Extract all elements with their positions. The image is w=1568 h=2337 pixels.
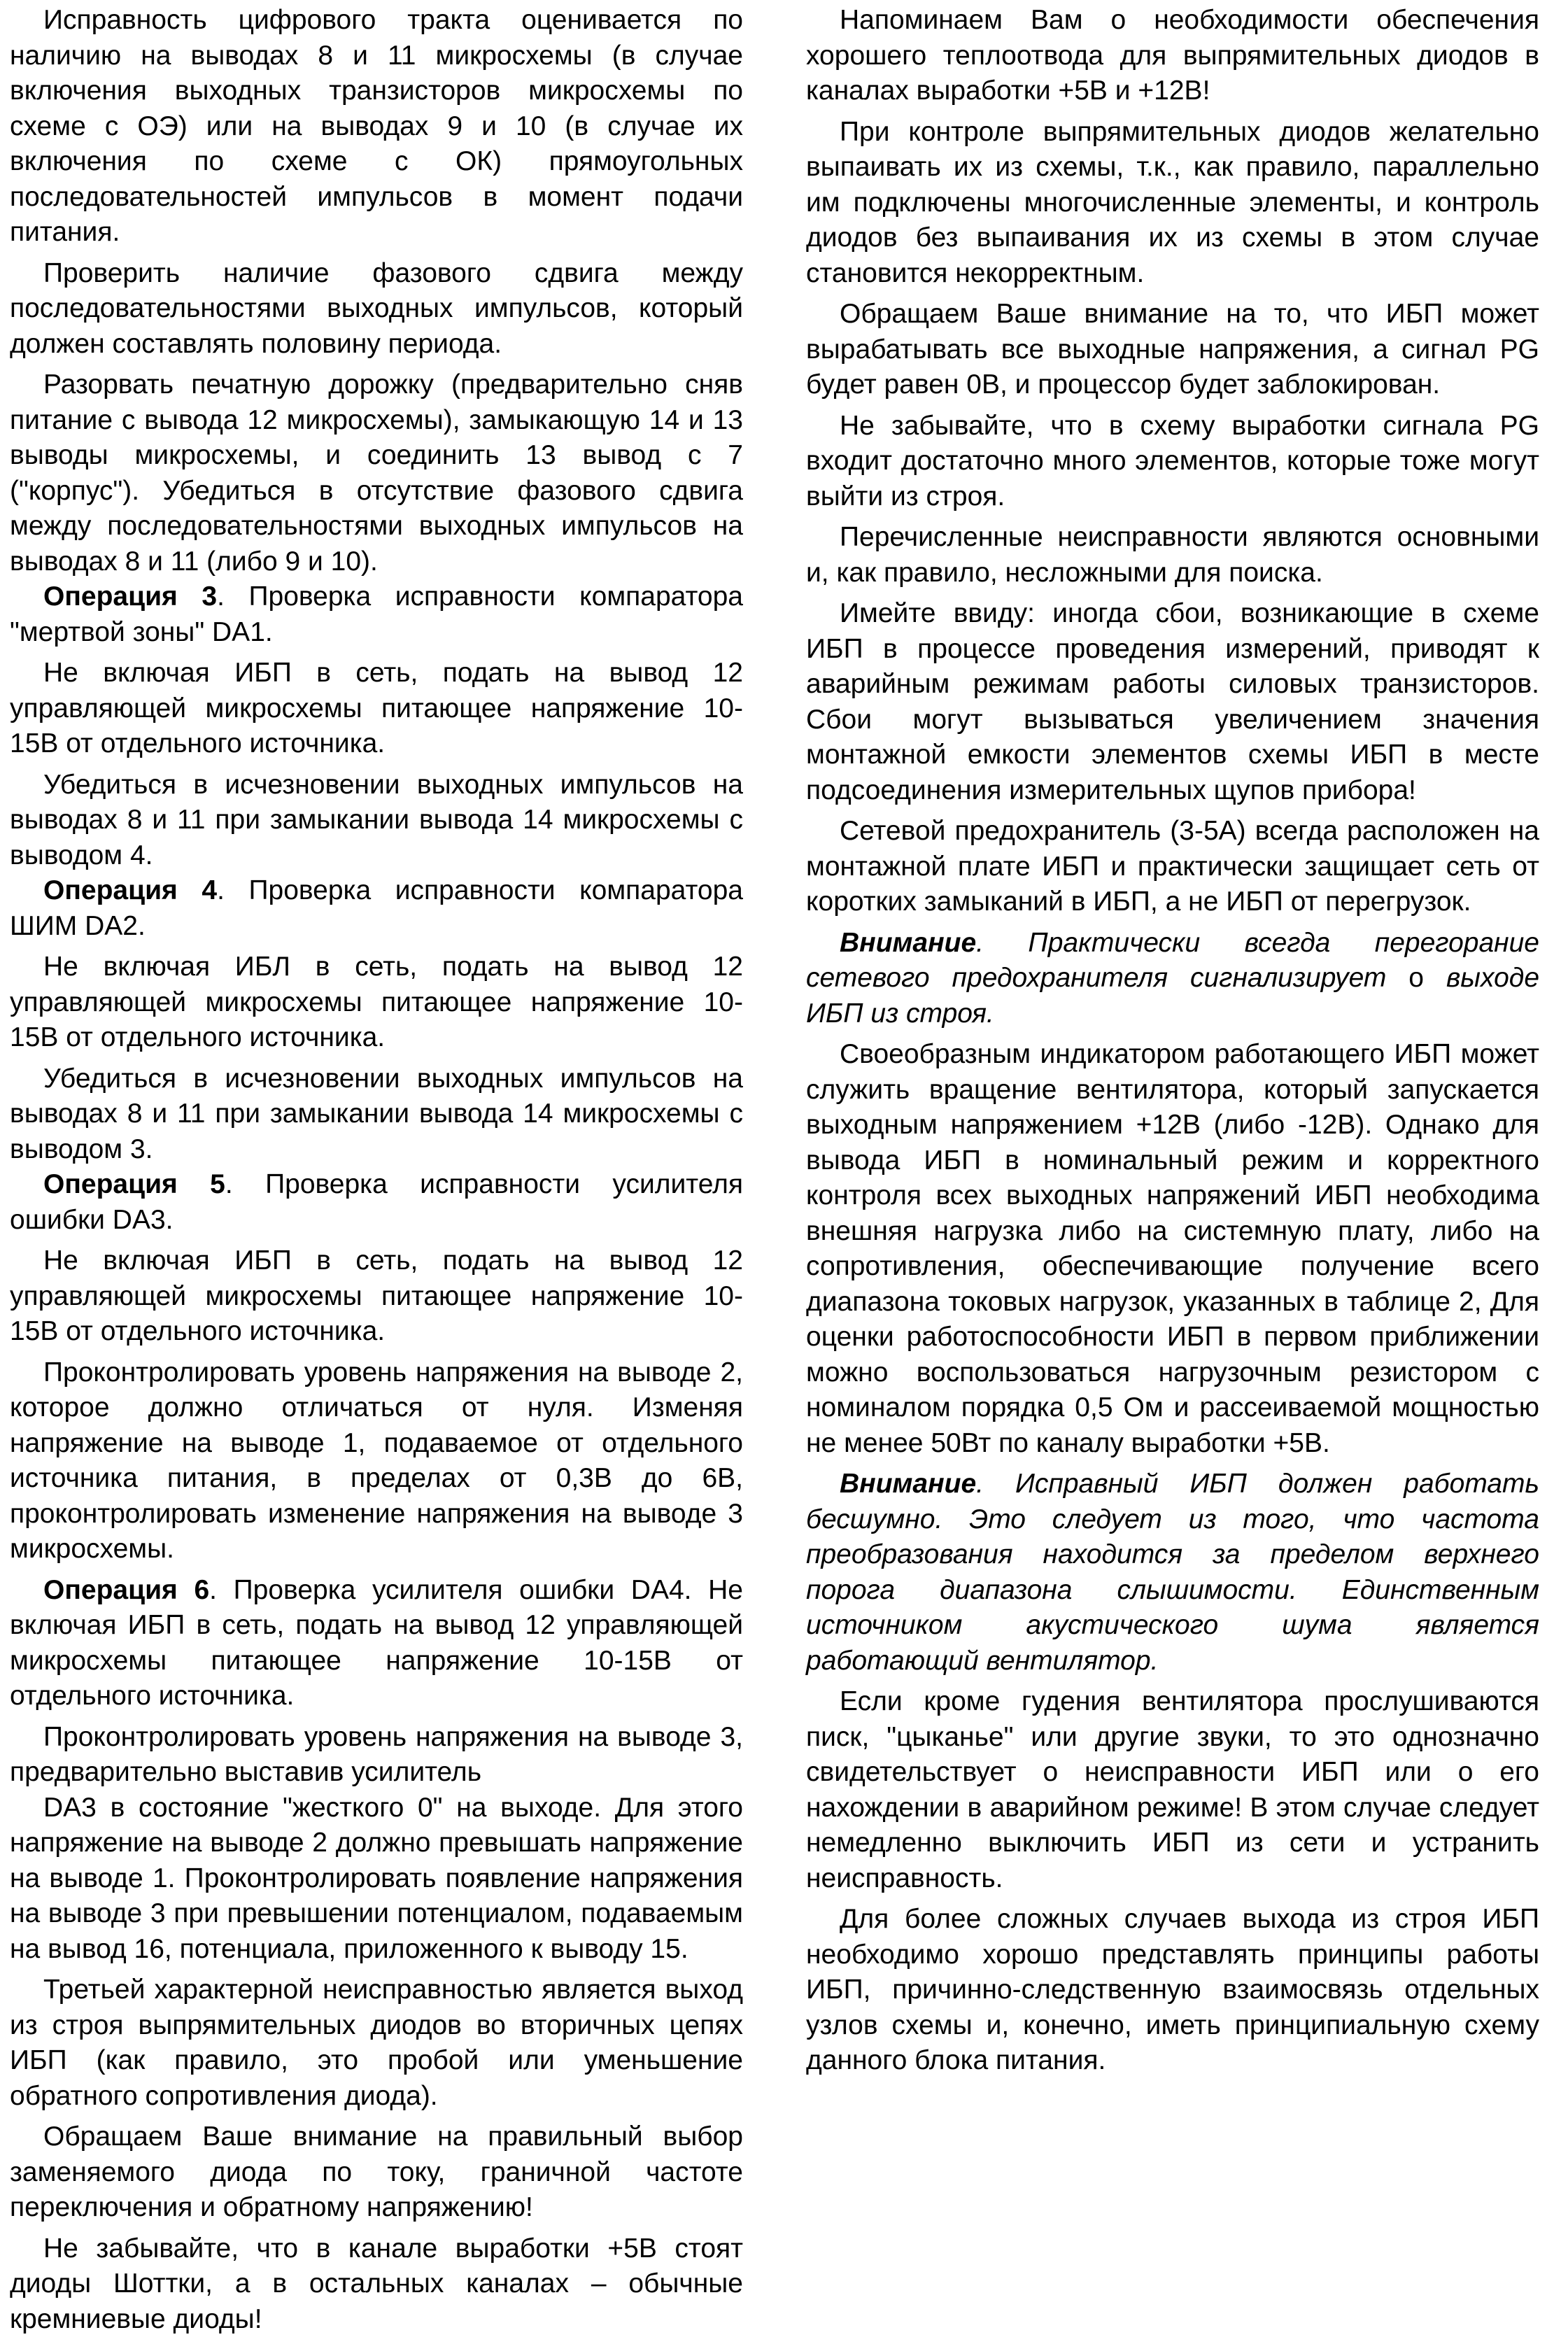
- paragraph: Не забывайте, что в схему выработки сигнала PG входит достаточно много элементов, которые тоже могут выйти из строя.: [806, 409, 1539, 515]
- paragraph: [10, 579, 743, 650]
- paragraph: Не включая ИБЛ в сеть, подать на вывод 12 управляющей микросхемы питающее напряжение 10-15В от отдельного источника.: [10, 949, 743, 1056]
- paragraph: Для более сложных случаев выхода из строя ИБП необходимо хорошо представлять принципы работы ИБП, причинно-следственную взаимосвязь отдельных узлов схемы и, конечно, иметь принципиальную схему данного блока питания.: [806, 1902, 1539, 2079]
- operation-heading: Операция 6: [43, 1575, 209, 1605]
- paragraph: Проконтролировать уровень напряжения на выводе 2, которое должно отличаться от нуля. Изменяя напряжение на выводе 1, подаваемое от отдельного источника питания, в пределах от 0,3В до 6В, проконтролировать изменение напряжения на выводе 3 микросхемы.: [10, 1355, 743, 1567]
- operation-heading: Операция 3: [43, 581, 217, 612]
- paragraph: [806, 1467, 1539, 1679]
- paragraph: Обращаем Ваше внимание на правильный выбор заменяемого диода по току, граничной частоте переключения и обратному напряжению!: [10, 2119, 743, 2226]
- paragraph: Убедиться в исчезновении выходных импульсов на выводах 8 и 11 при замыкании вывода 14 микросхемы с выводом 4.: [10, 768, 743, 874]
- paragraph-italic: . Практически всегда перегорание сетевого предохранителя сигнализирует: [806, 928, 1539, 994]
- paragraph: Проверить наличие фазового сдвига между последовательностями выходных импульсов, который должен составлять половину периода.: [10, 256, 743, 362]
- paragraph-text: . Проверка исправности усилителя ошибки DA3.: [10, 1169, 743, 1235]
- paragraph: Имейте ввиду: иногда сбои, возникающие в схеме ИБП в процессе проведения измерений, приводят к аварийным режимам работы силовых транзисторов. Сбои могут вызываться увеличением значения монтажной емкости элементов схемы ИБП в месте подсоединения измерительных щупов прибора!: [806, 596, 1539, 808]
- paragraph: Обращаем Ваше внимание на то, что ИБП может вырабатывать все выходные напряжения, а сигнал PG будет равен 0В, и процессор будет заблокирован.: [806, 297, 1539, 403]
- paragraph-text: . Проверка усилителя ошибки DA4. Не включая ИБП в сеть, подать на вывод 12 управляющей микросхемы питающее напряжение 10-15В от отдельного источника.: [10, 1575, 743, 1711]
- paragraph: Сетевой предохранитель (3-5А) всегда расположен на монтажной плате ИБП и практически защищает сеть от коротких замыканий в ИБП, а не ИБП от перегрузок.: [806, 814, 1539, 920]
- left-column: [10, 3, 743, 2337]
- paragraph-italic: . Исправный ИБП должен работать бесшумно. Это следует из того, что частота преобразования находится за пределом верхнего порога диапазона слышимости. Единственным источником акустического шума является работающий вентилятор.: [806, 1469, 1539, 1676]
- paragraph: Не включая ИБП в сеть, подать на вывод 12 управляющей микросхемы питающее напряжение 10-15В от отдельного источника.: [10, 656, 743, 762]
- paragraph: Третьей характерной неисправностью является выход из строя выпрямительных диодов во вторичных цепях ИБП (как правило, это пробой или уменьшение обратного сопротивления диода).: [10, 1972, 743, 2114]
- paragraph-text: . Проверка исправности компаратора "мертвой зоны" DA1.: [10, 581, 743, 647]
- paragraph: Если кроме гудения вентилятора прослушиваются писк, "цыканье" или другие звуки, то это однозначно свидетельствует о неисправности ИБП или о его нахождении в аварийном режиме! В этом случае следует немедленно выключить ИБП из сети и устранить неисправность.: [806, 1684, 1539, 1896]
- paragraph: [10, 873, 743, 944]
- paragraph: Напоминаем Вам о необходимости обеспечения хорошего теплоотвода для выпрямительных диодов в каналах выработки +5В и +12В!: [806, 3, 1539, 109]
- paragraph: [10, 1167, 743, 1238]
- paragraph: Проконтролировать уровень напряжения на выводе 3, предварительно выставив усилитель: [10, 1720, 743, 1791]
- paragraph-text: . Проверка исправности компаратора ШИМ DA2.: [10, 875, 743, 941]
- paragraph: Не забывайте, что в канале выработки +5В стоят диоды Шоттки, а в остальных каналах – обычные кремниевые диоды!: [10, 2231, 743, 2337]
- paragraph: При контроле выпрямительных диодов желательно выпаивать их из схемы, т.к., как правило, параллельно им подключены многочисленные элементы, и контроль диодов без выпаивания их из схемы в этом случае становится некорректным.: [806, 115, 1539, 292]
- operation-heading: Операция 5: [43, 1169, 225, 1199]
- paragraph: [806, 926, 1539, 1032]
- paragraph: Своеобразным индикатором работающего ИБП может служить вращение вентилятора, который запускается выходным напряжением +12В (либо -12В). Однако для вывода ИБП в номинальный режим и корректного контроля всех выходных напряжений ИБП необходима внешняя нагрузка либо на системную плату, либо на сопротивления, обеспечивающие получение всего диапазона токовых нагрузок, указанных в таблице 2, Для оценки работоспособности ИБП в первом приближении можно воспользоваться нагрузочным резистором с номиналом порядка 0,5 Ом и рассеиваемой мощностью не менее 50Вт по каналу выработки +5В.: [806, 1037, 1539, 1461]
- paragraph: DA3 в состояние "жесткого 0" на выходе. Для этого напряжение на выводе 2 должно превышать напряжение на выводе 1. Проконтролировать появление напряжения на выводе 3 при превышении потенциалом, подаваемым на вывод 16, потенциала, приложенного к выводу 15.: [10, 1791, 743, 1968]
- paragraph: Убедиться в исчезновении выходных импульсов на выводах 8 и 11 при замыкании вывода 14 микросхемы с выводом 3.: [10, 1061, 743, 1168]
- attention-label: Внимание: [840, 928, 976, 958]
- right-column: [806, 3, 1539, 2079]
- paragraph: Перечисленные неисправности являются основными и, как правило, несложными для поиска.: [806, 520, 1539, 591]
- paragraph: Исправность цифрового тракта оценивается по наличию на выводах 8 и 11 микросхемы (в случае включения выходных транзисторов микросхемы по схеме с ОЭ) или на выводах 9 и 10 (в случае их включения по схеме с ОК) прямоугольных последовательностей импульсов в момент подачи питания.: [10, 3, 743, 250]
- paragraph: [10, 1573, 743, 1714]
- paragraph: Разорвать печатную дорожку (предварительно сняв питание с вывода 12 микросхемы), замыкающую 14 и 13 выводы микросхемы, и соединить 13 вывод с 7 ("корпус"). Убедиться в отсутствие фазового сдвига между последовательностями выходных импульсов на выводах 8 и 11 (либо 9 и 10).: [10, 367, 743, 579]
- paragraph-text: о: [1408, 963, 1446, 993]
- paragraph-italic: выходе ИБП из строя.: [806, 963, 1539, 1029]
- operation-heading: Операция 4: [43, 875, 217, 905]
- paragraph: Не включая ИБП в сеть, подать на вывод 12 управляющей микросхемы питающее напряжение 10-15В от отдельного источника.: [10, 1243, 743, 1350]
- attention-label: Внимание: [840, 1469, 976, 1499]
